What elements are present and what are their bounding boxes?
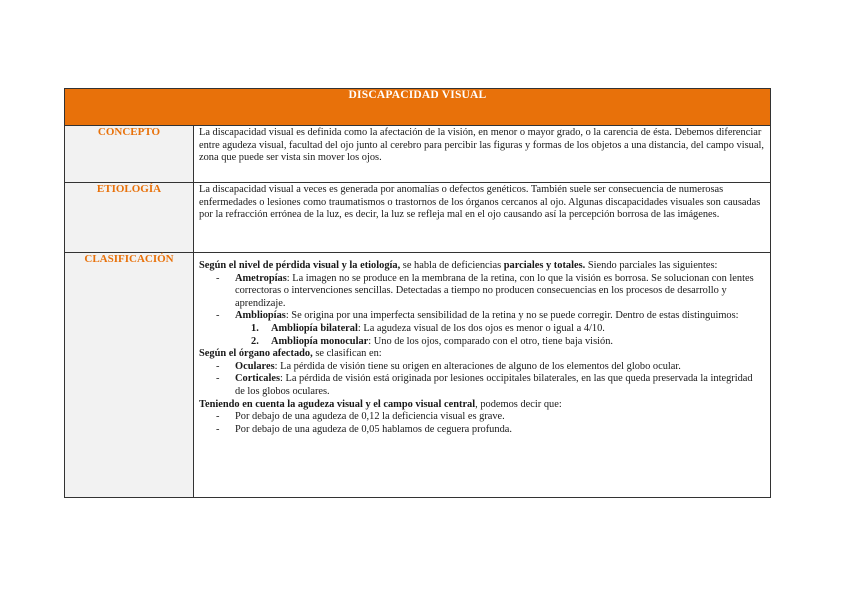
- text-corticales: : La pérdida de visión está originada por lesiones occipitales bilaterales, en las que queda preservada la integridad de los globos oculares.: [235, 373, 753, 397]
- num-1: 1.: [251, 322, 259, 334]
- ambliopias-sublist: [199, 323, 765, 348]
- campo-end: , podemos decir que:: [475, 398, 562, 410]
- label-etiologia: ETIOLOGÍA: [65, 183, 194, 253]
- organo-bold: Según el órgano afectado,: [199, 348, 313, 360]
- list-item-grave: - Por debajo de una agudeza de 0,12 la deficiencia visual es grave.: [199, 411, 765, 424]
- num-2: 2.: [251, 335, 259, 347]
- text-ambliopias: : Se origina por una imperfecta sensibilidad de la retina y no se puede corregir. Dentro de estas distinguimos:: [285, 310, 739, 322]
- organo-list: [199, 361, 765, 399]
- intro-bold2: parciales y totales.: [503, 260, 586, 271]
- campo-heading: [199, 399, 765, 412]
- text-ametropias: : La imagen no se produce en la membrana de la retina, con lo que la visión es borrosa. Se solucionan con lentes correctoras o intervenciones sencillas. Detectadas a tiempo no producen consecuencias en los procesos de desarrollo y aprendizaje.: [235, 272, 754, 309]
- row-clasificacion: [65, 253, 771, 498]
- label-clasificacion: CLASIFICACIÓN: [65, 253, 194, 498]
- term-ametropias: Ametropías: [235, 272, 287, 284]
- campo-bold: Teniendo en cuenta la agudeza visual y el campo visual central: [199, 398, 476, 410]
- clasificacion-intro: [199, 260, 765, 273]
- term-bilateral: Ambliopía bilateral: [271, 322, 358, 334]
- list-item-monocular: [199, 336, 765, 349]
- term-monocular: Ambliopía monocular: [271, 335, 369, 347]
- content-concepto: [194, 126, 771, 183]
- term-oculares: Oculares: [235, 360, 275, 372]
- organo-heading: [199, 348, 765, 361]
- content-clasificacion: [194, 253, 771, 498]
- etiologia-text: La discapacidad visual a veces es generada por anomalías o defectos genéticos. También suele ser consecuencia de numerosas enfermedades o lesiones como traumatismos o trastornos de los órganos cercanos al ojo. Algunas discapacidades visuales son causadas por la refracción errónea de la luz, es decir, la luz se refleja mal en el ojo causando así la percepción borrosa de las imágenes.: [199, 184, 761, 221]
- list-item-ambliopias: [199, 310, 765, 323]
- content-etiologia: [194, 183, 771, 253]
- label-concepto: CONCEPTO: [65, 126, 194, 183]
- list-item-bilateral: [199, 323, 765, 336]
- text-bilateral: : La agudeza visual de los dos ojos es menor o igual a 4/10.: [357, 322, 605, 334]
- list-item-ametropias: [199, 273, 765, 311]
- intro-bold: Según el nivel de pérdida visual y la etiología,: [199, 260, 401, 271]
- list-item-corticales: [199, 373, 765, 398]
- list-item-oculares: [199, 361, 765, 374]
- parciales-list: [199, 273, 765, 323]
- list-item-ceguera: - Por debajo de una agudeza de 0,05 hablamos de ceguera profunda.: [199, 424, 765, 437]
- intro-mid: se habla de deficiencias: [400, 260, 504, 271]
- concepto-text: La discapacidad visual es definida como la afectación de la visión, en menor o mayor grado, o la carencia de ésta. Debemos diferenciar entre agudeza visual, facultad del ojo junto al cerebro para percibir las figuras y formas de los objetos a una distancia, del campo visual, zona que puede ser vista sin mover los ojos.: [199, 127, 764, 164]
- table-title: DISCAPACIDAD VISUAL: [65, 89, 771, 126]
- text-monocular: : Uno de los ojos, comparado con el otro, tiene baja visión.: [368, 335, 613, 347]
- row-etiologia: [65, 183, 771, 253]
- row-concepto: [65, 126, 771, 183]
- intro-end: Siendo parciales las siguientes:: [585, 260, 718, 271]
- discapacidad-visual-table: [64, 88, 771, 498]
- campo-list: [199, 411, 765, 436]
- term-ambliopias: Ambliopías: [235, 310, 286, 322]
- term-corticales: Corticales: [235, 373, 281, 385]
- text-oculares: : La pérdida de visión tiene su origen en alteraciones de alguno de los elementos del globo ocular.: [274, 360, 681, 372]
- organo-end: se clasifican en:: [312, 348, 382, 360]
